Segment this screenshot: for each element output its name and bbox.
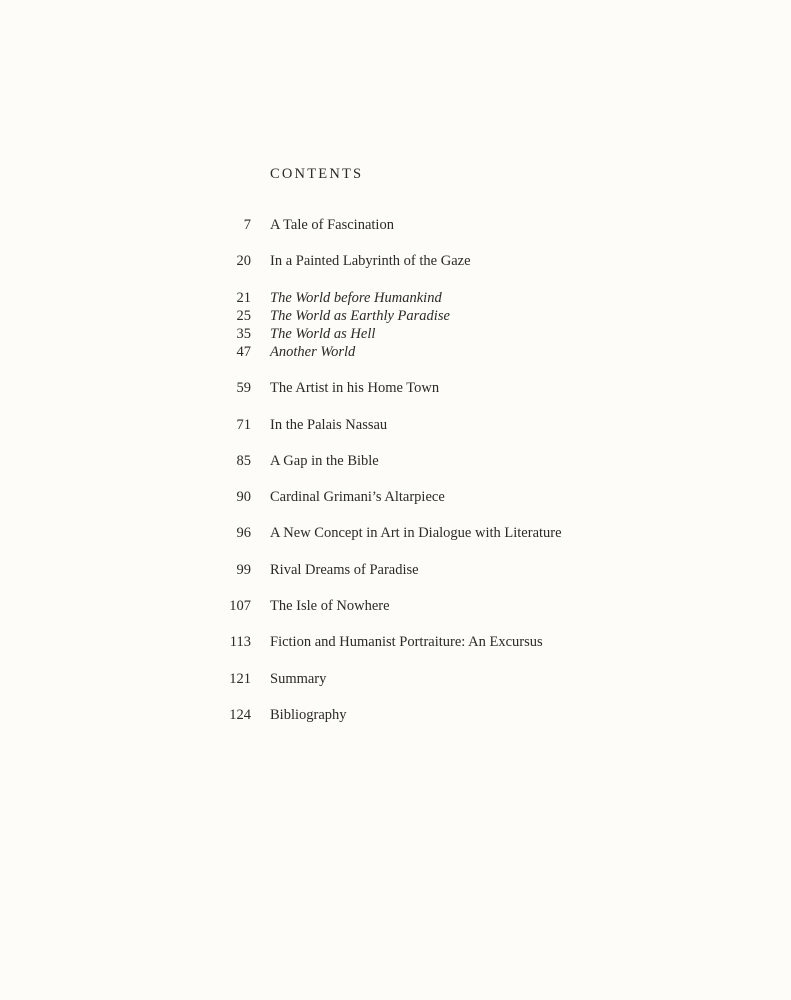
toc-entry: [0, 596, 791, 616]
toc-subentry: [0, 288, 791, 308]
toc-subtitle: Another World: [270, 344, 356, 360]
toc-page-number: 47: [236, 344, 251, 360]
toc-page-number: 124: [229, 707, 251, 723]
toc-title: In the Palais Nassau: [270, 417, 388, 433]
toc-page-number: 99: [236, 562, 251, 578]
toc-page-number: 71: [236, 417, 251, 433]
toc-page-number: 20: [236, 253, 251, 269]
toc-subtitle: The World before Humankind: [270, 290, 442, 306]
toc-page-number: 21: [236, 290, 251, 306]
contents-heading: CONTENTS: [270, 166, 364, 182]
toc-title: Rival Dreams of Paradise: [270, 562, 419, 578]
toc-entry: [0, 669, 791, 689]
toc-page-number: 107: [229, 598, 251, 614]
toc-page-number: 113: [229, 634, 251, 650]
toc-page-number: 90: [236, 489, 251, 505]
toc-subentry: [0, 324, 791, 344]
toc-entry: [0, 251, 791, 271]
toc-entry: [0, 378, 791, 398]
toc-title: A Tale of Fascination: [270, 217, 394, 233]
toc-entry: [0, 560, 791, 580]
toc-title: The Artist in his Home Town: [270, 380, 440, 396]
toc-page-number: 121: [229, 671, 251, 687]
toc-title: Fiction and Humanist Portraiture: An Excursus: [270, 634, 543, 650]
toc-entry: [0, 632, 791, 652]
toc-page-number: 7: [243, 217, 251, 233]
toc-title: In a Painted Labyrinth of the Gaze: [270, 253, 471, 269]
toc-title: A New Concept in Art in Dialogue with Literature: [270, 525, 562, 541]
toc-entry: [0, 415, 791, 435]
toc-page-number: 59: [236, 380, 251, 396]
toc-subentry: [0, 306, 791, 326]
toc-page-number: 85: [236, 453, 251, 469]
toc-title: Summary: [270, 671, 327, 687]
toc-title: Bibliography: [270, 707, 347, 723]
toc-entry: [0, 215, 791, 235]
toc-entry: [0, 705, 791, 725]
toc-entry: [0, 451, 791, 471]
toc-subtitle: The World as Hell: [270, 326, 376, 342]
toc-title: The Isle of Nowhere: [270, 598, 390, 614]
toc-entry: [0, 523, 791, 543]
toc-title: A Gap in the Bible: [270, 453, 379, 469]
toc-subtitle: The World as Earthly Paradise: [270, 308, 450, 324]
toc-subentry: [0, 342, 791, 362]
toc-title: Cardinal Grimani’s Altarpiece: [270, 489, 445, 505]
toc-page-number: 25: [236, 308, 251, 324]
toc-entry: [0, 487, 791, 507]
toc-page-number: 35: [236, 326, 251, 342]
toc-page-number: 96: [236, 525, 251, 541]
